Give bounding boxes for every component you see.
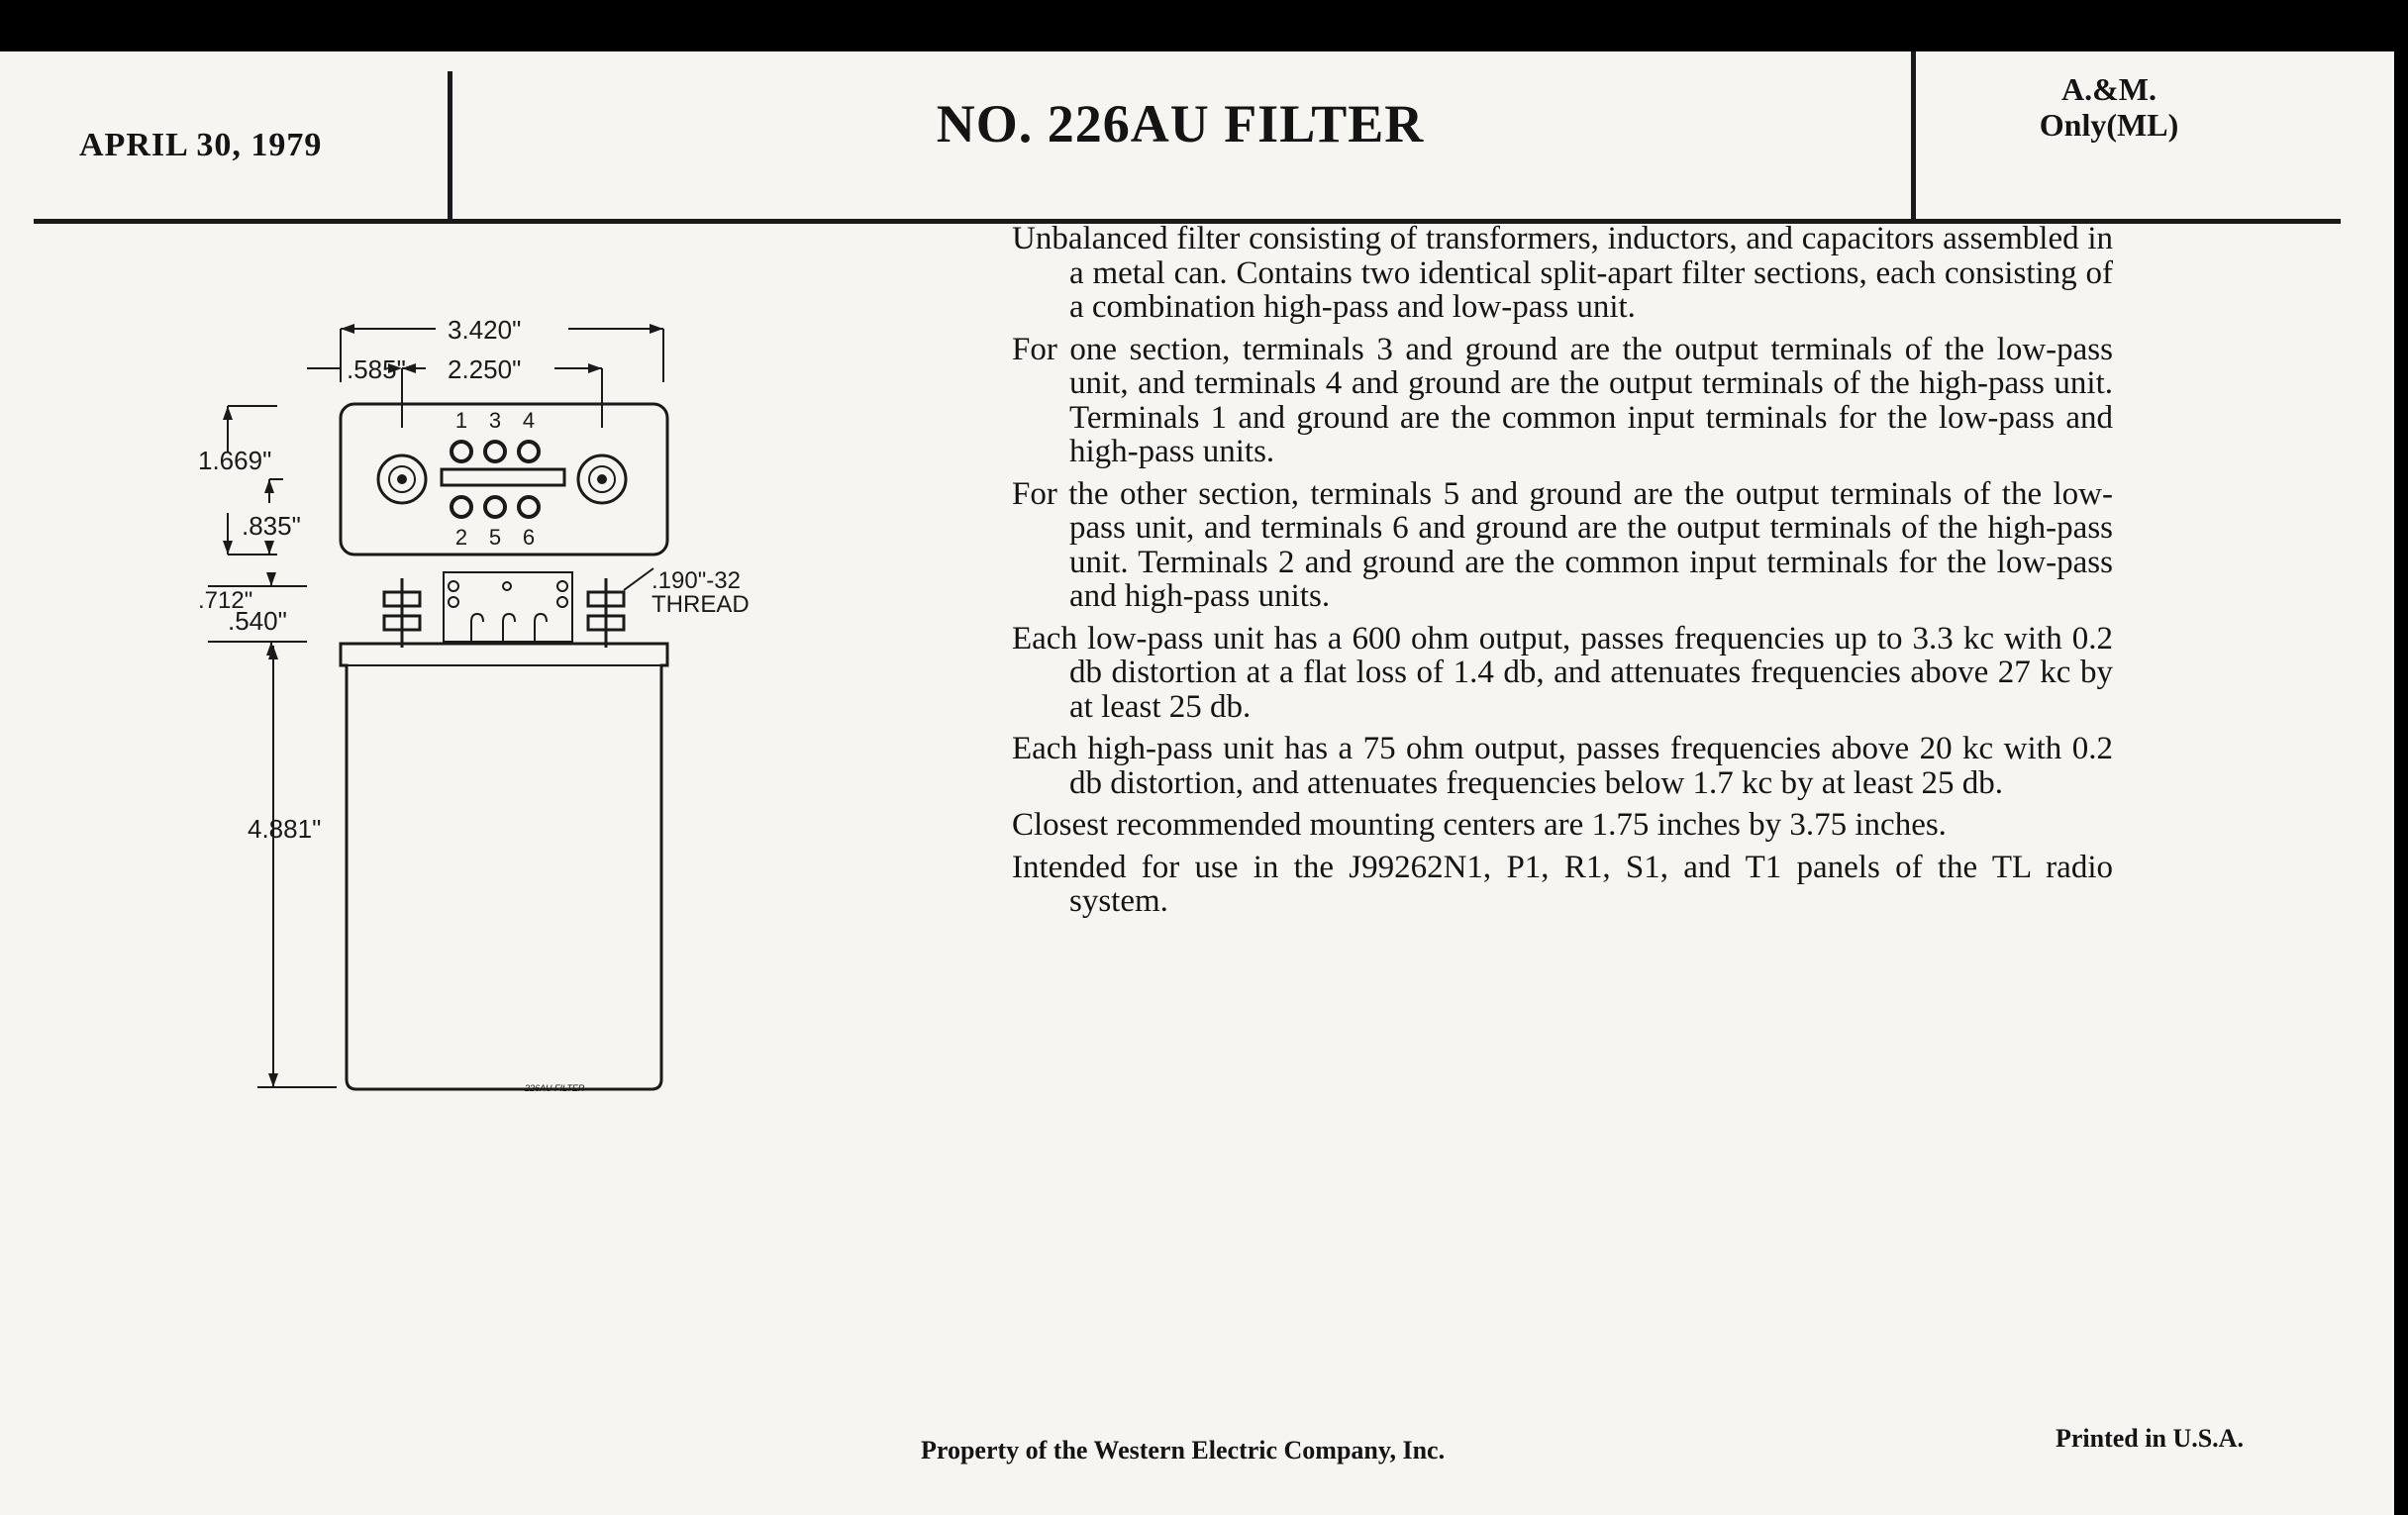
- dim-overall-width: 3.420": [448, 315, 522, 345]
- paragraph-high-pass: Each high-pass unit has a 75 ohm output, passes frequencies above 20 kc with 0.2 db distortion, and attenuates frequencies below 1.7 kc by at least 25 db.: [1012, 731, 2113, 801]
- issue-date: APRIL 30, 1979: [79, 127, 323, 163]
- footer-printed: Printed in U.S.A.: [2056, 1424, 2244, 1453]
- terminal-label-3: 3: [488, 408, 502, 433]
- paragraph-section-one: For one section, terminals 3 and ground are the output terminals of the low-pass unit, and terminals 4 and ground are the output terminals of the high-pass unit. Terminals 1 and ground are the common input terminals for the low-pass and high-pass units.: [1012, 331, 2113, 469]
- dim-mount-spacing: 2.250": [448, 354, 522, 384]
- paragraph-section-two: For the other section, terminals 5 and ground are the output terminals of the low-pass unit, and terminals 6 and ground are the output terminals of the high-pass unit. Terminals 2 and ground are the common input terminals for the low-pass and high-pass units.: [1012, 475, 2113, 614]
- terminal-label-5: 5: [488, 525, 502, 550]
- page-title: NO. 226AU FILTER: [936, 94, 1425, 153]
- can-label: 226AU FILTER: [525, 1083, 585, 1093]
- restriction-line-1: A.&M.: [2061, 71, 2157, 107]
- dim-edge-offset: .585": [347, 354, 406, 384]
- filter-drawing: [188, 259, 782, 1126]
- dim-top-height: 1.669": [198, 446, 272, 475]
- terminal-label-6: 6: [522, 525, 536, 550]
- dim-stud-height: .712": [198, 587, 253, 614]
- dimension-drawing-svg: [188, 259, 782, 1121]
- paragraph-mounting: Closest recommended mounting centers are 1.75 inches by 3.75 inches.: [1012, 807, 1947, 843]
- spec-card: [0, 51, 2394, 1515]
- paragraph-usage: Intended for use in the J99262N1, P1, R1, S1, and T1 panels of the TL radio system.: [1012, 849, 2113, 919]
- restriction-note: [1970, 71, 2248, 143]
- terminal-label-1: 1: [454, 408, 468, 433]
- terminal-label-4: 4: [522, 408, 536, 433]
- paragraph-low-pass: Each low-pass unit has a 600 ohm output, passes frequencies up to 3.3 kc with 0.2 db distortion at a flat loss of 1.4 db, and attenuates frequencies above 27 kc by at least 25 db.: [1012, 620, 2113, 725]
- dim-terminal-height: .540": [228, 606, 287, 636]
- footer-property: Property of the Western Electric Company, Inc.: [921, 1436, 1446, 1464]
- header-divider-right: [1911, 51, 1916, 222]
- dim-center-height: .835": [242, 511, 301, 541]
- restriction-line-2: Only(ML): [2039, 107, 2179, 143]
- paragraph-construction: Unbalanced filter consisting of transformers, inductors, and capacitors assembled in a metal can. Contains two identical split-apart filter sections, each consisting of a combination high-pass and low-pass unit.: [1012, 221, 2113, 325]
- dim-thread-size: .190"-32: [652, 567, 741, 594]
- terminal-label-2: 2: [454, 525, 468, 550]
- dim-can-height: 4.881": [248, 814, 322, 844]
- description-text: [1012, 222, 2113, 927]
- dim-thread-word: THREAD: [652, 591, 750, 618]
